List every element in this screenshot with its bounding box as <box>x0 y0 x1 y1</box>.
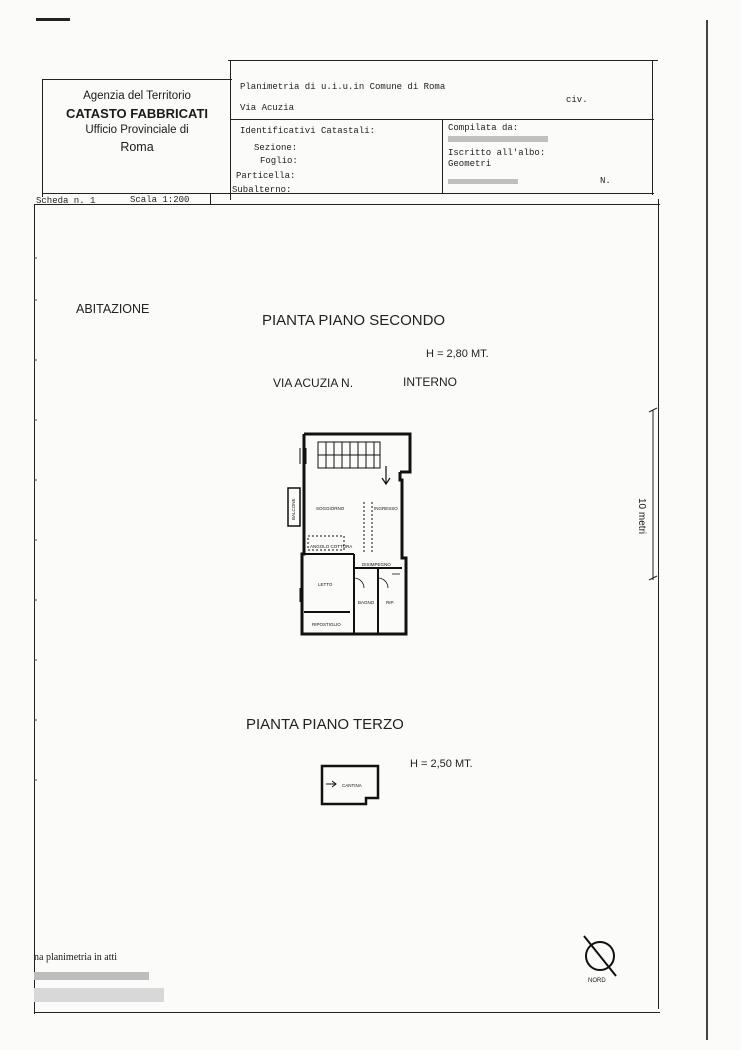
foglio-label: Foglio: <box>260 156 298 166</box>
redacted-name <box>448 136 548 142</box>
second-floor-height: H = 2,80 MT. <box>426 348 489 360</box>
room-soggiorno: SOGGIORNO <box>316 506 345 511</box>
third-floor-plan <box>316 760 386 810</box>
room-balcone: BALCONE <box>291 498 296 520</box>
third-floor-title: PIANTA PIANO TERZO <box>246 716 404 733</box>
scheda-label: Scheda n. 1 <box>36 196 96 206</box>
ufficio-provinciale: Ufficio Provinciale di <box>85 124 189 136</box>
second-floor-title: PIANTA PIANO SECONDO <box>262 312 446 329</box>
agency-block <box>52 88 222 156</box>
scale-bar-ruler <box>645 400 675 590</box>
catasto-fabbricati: CATASTO FABBRICATI <box>65 106 209 121</box>
left-margin-ticks <box>30 240 40 980</box>
room-bagno: BAGNO <box>358 600 375 605</box>
geometri-label: Geometri <box>448 159 492 169</box>
iscritto-label: Iscritto all'albo: <box>448 148 546 158</box>
north-label: NORD <box>588 978 606 984</box>
particella-label: Particella: <box>236 171 296 181</box>
via-label: Via Acuzia <box>240 103 295 113</box>
city-roma: Roma <box>120 140 154 154</box>
footer-note: na planimetria in atti <box>34 952 118 963</box>
room-ingresso: INGRESSO <box>374 506 398 511</box>
agency-name: Agenzia del Territorio <box>83 90 191 102</box>
redacted-footer-2 <box>34 988 164 1002</box>
numero-label: N. <box>600 176 611 186</box>
room-angolo-cottura: ANGOLO COTTURA <box>310 544 353 549</box>
compilata-label: Compilata da: <box>448 123 519 133</box>
civ-label: civ. <box>566 95 588 105</box>
corner-mark <box>36 18 70 21</box>
planimetria-title: Planimetria di u.i.u.in Comune di Roma <box>240 82 446 92</box>
room-letto: LETTO <box>318 582 333 587</box>
room-disimpegno: DISIMPEGNO <box>362 562 391 567</box>
room-cantina: CANTINA <box>342 783 362 788</box>
address-label: VIA ACUZIA N. <box>273 376 354 390</box>
room-ripostiglio: RIPOSTIGLIO <box>312 622 341 627</box>
second-floor-plan <box>280 428 420 640</box>
third-floor-height: H = 2,50 MT. <box>410 758 473 770</box>
identificativi-label: Identificativi Catastali: <box>240 126 376 136</box>
subalterno-label: Subalterno: <box>232 185 292 195</box>
room-rip: RIP. <box>386 600 395 605</box>
sezione-label: Sezione: <box>254 143 298 153</box>
scale-bar-label: 10 metri <box>636 498 647 535</box>
usage-type: ABITAZIONE <box>76 302 150 316</box>
redacted-number <box>448 179 518 184</box>
right-margin-line <box>706 20 708 1040</box>
redacted-footer-1 <box>34 972 149 980</box>
interno-label: INTERNO <box>403 375 457 389</box>
scala-label: Scala 1:200 <box>130 195 190 205</box>
